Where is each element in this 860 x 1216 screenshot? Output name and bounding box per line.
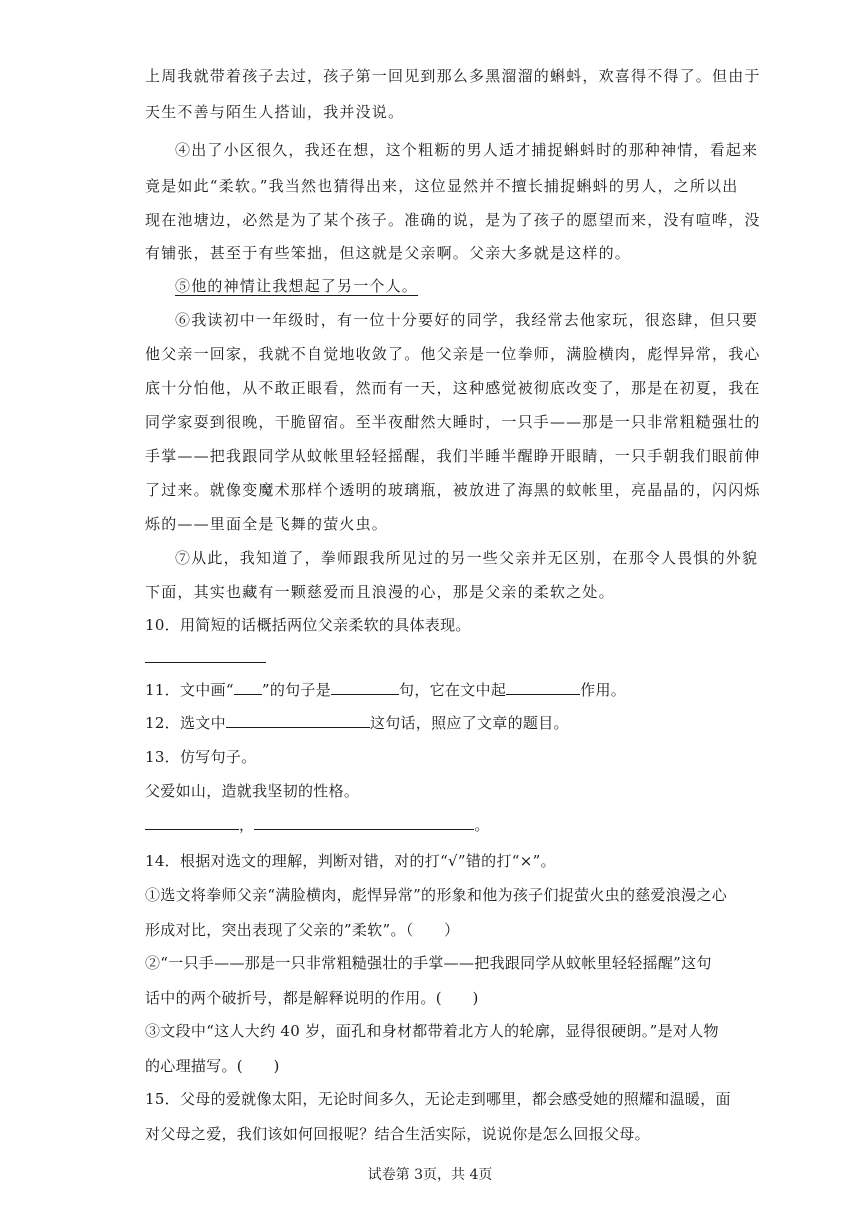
question-13: 13．仿写句子。 — [145, 748, 257, 766]
q14-item1-line1: ①选文将拳师父亲“满脸横肉，彪悍异常”的形象和他为孩子们捉萤火虫的慈爱浪漫之心 — [145, 886, 728, 904]
q11-text-c: 句，它在文中起 — [399, 681, 507, 699]
passage-p7-line2: 下面，其实也藏有一颗慈爱而且浪漫的心，那是父亲的柔软之处。 — [145, 583, 615, 601]
q13-blank-1[interactable] — [145, 815, 239, 830]
q12-text-b: 这句话，照应了文章的题目。 — [369, 714, 569, 732]
q14-item1-line2: 形成对比，突出表现了父亲的”柔软”。（ ） — [145, 921, 460, 939]
question-15-line1: 15．父母的爱就像太阳，无论时间多久，无论走到哪里，都会感受她的照耀和温暖，面 — [145, 1090, 731, 1108]
passage-p6-line4: 同学家耍到很晚，干脆留宿。至半夜酣然大睡时，一只手——那是一只非常粗糙强壮的 — [145, 413, 761, 431]
q12-text-a: 12．选文中 — [145, 714, 226, 732]
passage-p4-line4: 有铺张，甚至于有些笨拙，但这就是父亲啊。父亲大多就是这样的。 — [145, 244, 632, 262]
q11-text-b: ”的句子是 — [261, 681, 332, 699]
q13-sep: ， — [239, 816, 255, 834]
passage-p6-line5: 手掌——把我跟同学从蚊帐里轻轻摇醒，我们半睡半醒睁开眼睛，一只手朝我们眼前伸 — [145, 447, 761, 465]
q11-blank-2[interactable] — [506, 680, 580, 695]
passage-p3-line1: 上周我就带着孩子去过，孩子第一回见到那么多黑溜溜的蝌蚪，欢喜得不得了。但由于 — [145, 67, 761, 85]
q14-item3-line2: 的心理描写。( ) — [145, 1057, 280, 1075]
q13-end: 。 — [474, 816, 490, 834]
q14-item2-line2: 话中的两个破折号，都是解释说明的作用。( ) — [145, 989, 479, 1007]
q11-blank-1[interactable] — [331, 680, 399, 695]
q13-example: 父爱如山，造就我坚韧的性格。 — [145, 782, 360, 800]
passage-p6-line3: 底十分怕他，从不敢正眼看，然而有一天，这种感觉被彻底改变了，那是在初夏，我在 — [145, 379, 761, 397]
passage-p6-line1: ⑥我读初中一年级时，有一位十分要好的同学，我经常去他家玩，很恣肆，但只要 — [175, 311, 759, 329]
passage-p4-line1: ④出了小区很久，我还在想，这个粗粝的男人适才捕捉蝌蚪时的那种神情，看起来 — [175, 141, 759, 159]
question-10: 10．用简短的话概括两位父亲柔软的具体表现。 — [145, 616, 471, 634]
passage-p4-line3: 现在池塘边，必然是为了某个孩子。准确的说，是为了孩子的愿望而来，没有喧哗，没 — [145, 211, 761, 229]
passage-p4-line2: 竟是如此“柔软。”我当然也猜得出来，这位显然并不擅长捕捉蝌蚪的男人，之所以出 — [145, 177, 739, 195]
question-15-line2: 对父母之爱，我们该如何回报呢？结合生活实际，说说你是怎么回报父母。 — [145, 1125, 650, 1143]
passage-p7-line1: ⑦从此，我知道了，拳师跟我所见过的另一些父亲并无区别，在那令人畏惧的外貌 — [175, 549, 759, 567]
passage-p5-underlined: ⑤他的神情让我想起了另一个人。 — [175, 277, 419, 295]
answer-line-q10[interactable] — [145, 662, 266, 663]
q11-text-a: 11．文中画“ — [145, 681, 234, 699]
q14-item3-line1: ③文段中“这人大约 40 岁，面孔和身材都带着北方人的轮廓，显得很硬朗。”是对人物 — [145, 1022, 719, 1040]
question-14: 14．根据对选文的理解，判断对错，对的打“√”错的打“×”。 — [145, 852, 556, 870]
question-11 — [145, 680, 626, 700]
q13-blank-2[interactable] — [254, 815, 474, 830]
passage-p3-line2: 天生不善与陌生人搭讪，我并没说。 — [145, 103, 405, 121]
passage-p6-line2: 他父亲一回家，我就不自觉地收敛了。他父亲是一位拳师，满脸横肉，彪悍异常，我心 — [145, 345, 761, 363]
page-footer: 试卷第 3页，共 4页 — [367, 1167, 493, 1183]
passage-p6-line7: 烁的——里面全是飞舞的萤火虫。 — [145, 515, 389, 533]
q11-text-d: 作用。 — [580, 681, 627, 699]
q12-blank[interactable] — [226, 713, 370, 728]
q14-item2-line1: ②“一只手——那是一只非常粗糙强壮的手掌——把我跟同学从蚊帐里轻轻摇醒”这句 — [145, 954, 712, 972]
q13-answer-row — [145, 815, 490, 835]
q11-underline-sample — [234, 680, 262, 695]
question-12 — [145, 713, 569, 733]
passage-p6-line6: 了过来。就像变魔术那样个透明的玻璃瓶，被放进了海黑的蚊帐里，亮晶晶的，闪闪烁 — [145, 481, 761, 499]
